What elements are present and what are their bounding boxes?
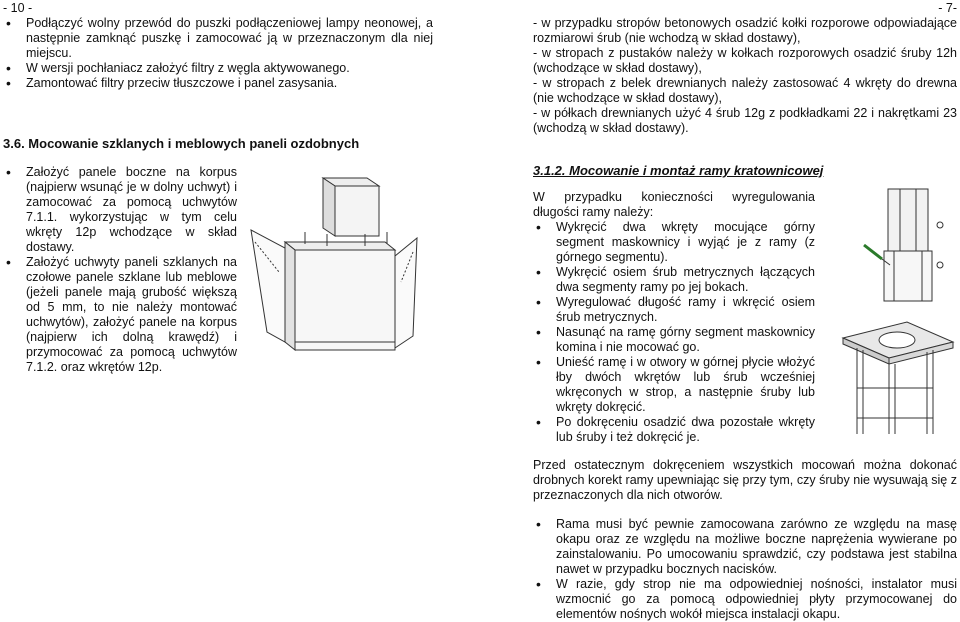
paragraph: Przed ostatecznym dokręceniem wszystkich mocowań można dokonać drobnych korekt ramy upewniając się przy tym, czy śruby nie wysuwają się z przeznaczonych dla nich otworów. xyxy=(533,458,957,502)
list-item: • Wykręcić dwa wkręty mocujące górny segment maskownicy i wyjąć je z ramy (z górnego segmentu). xyxy=(533,220,815,265)
list-item: • Unieść ramę i w otwory w górnej płycie włożyć łby dwóch wkrętów lub śrub wcześniej wkręconych w strop, a następnie śruby lub wkręty dokręcić. xyxy=(533,355,815,415)
intro-line: - w półkach drewnianych użyć 4 śrub 12g z podkładkami 22 i nakrętkami 23 (wchodzą w skład dostawy). xyxy=(533,106,957,135)
left-top-bullets xyxy=(3,16,433,91)
right-paragraph xyxy=(533,458,957,503)
list-item: • Wykręcić osiem śrub metrycznych łączących dwa segmenty ramy po jej bokach. xyxy=(533,265,815,295)
list-item: • W wersji pochłaniacz założyć filtry z węgla aktywowanego. xyxy=(3,61,433,76)
section-heading-3-6: 3.6. Mocowanie szklanych i meblowych paneli ozdobnych xyxy=(3,136,360,151)
frame-assembly-diagram-icon xyxy=(860,185,955,325)
right-section xyxy=(533,190,815,445)
list-item: • Zamontować filtry przeciw tłuszczowe i panel zasysania. xyxy=(3,76,433,91)
list-item: • Po dokręceniu osadzić dwa pozostałe wkręty lub śruby i też dokręcić je. xyxy=(533,415,815,445)
intro-line: - w stropach z belek drewnianych należy zastosować 4 wkręty do drewna (nie wchodzące w skład dostawy), xyxy=(533,76,957,105)
list-item: • Założyć uchwyty paneli szklanych na czołowe panele szklane lub meblowe (jeżeli panele mają grubość większą od 5 mm, to nie należy montować uchwytów), założyć panele na korpus (najpierw ich dolną krawędź) i przymocować za pomocą uchwytów 7.1.2. oraz wkrętów 12p. xyxy=(3,255,237,375)
section-heading-3-1-2: 3.1.2. Mocowanie i montaż ramy kratownicowej xyxy=(533,163,824,178)
right-final-bullets xyxy=(533,517,957,622)
list-item: • Podłączyć wolny przewód do puszki podłączeniowej lampy neonowej, a następnie zamknąć puszkę i zamocować ją w przeznaczonym dla niej miejscu. xyxy=(3,16,433,61)
list-item: • Nasunąć na ramę górny segment maskownicy komina i nie mocować go. xyxy=(533,325,815,355)
hood-panel-diagram-icon xyxy=(245,172,423,358)
list-item: • Założyć panele boczne na korpus (najpierw wsunąć je w dolny uchwyt) i zamocować za pomocą uchwytów 7.1.1. wykorzystując w tym celu wkręty 12p wchodzące w skład dostawy. xyxy=(3,165,237,255)
ceiling-frame-diagram-icon xyxy=(837,318,957,438)
list-item: • Wyregulować długość ramy i wkręcić osiem śrub metrycznych. xyxy=(533,295,815,325)
page-number-left: - 10 - xyxy=(3,1,33,15)
intro-line: - w przypadku stropów betonowych osadzić kołki rozporowe odpowiadające rozmiarowi śrub (nie wchodzą w skład dostawy), xyxy=(533,16,957,45)
section-intro: W przypadku konieczności wyregulowania długości ramy należy: xyxy=(533,190,815,219)
intro-line: - w stropach z pustaków należy w kołkach rozporowych osadzić śruby 12h (wchodzące w skład dostawy), xyxy=(533,46,957,75)
right-intro xyxy=(533,16,957,136)
page-number-right: - 7- xyxy=(938,1,957,15)
list-item: • W razie, gdy strop nie ma odpowiedniej nośności, instalator musi wzmocnić go za pomocą odpowiedniej płyty przymocowanej do elementów nośnych wokół miejsca instalacji okapu. xyxy=(533,577,957,622)
left-section-bullets xyxy=(3,165,237,375)
list-item: • Rama musi być pewnie zamocowana zarówno ze względu na masę okapu oraz ze względu na możliwe boczne naprężenia wywierane po zainstalowaniu. Po umocowaniu sprawdzić, czy podstawa jest stabilna nawet w przypadku bocznych nacisków. xyxy=(533,517,957,577)
